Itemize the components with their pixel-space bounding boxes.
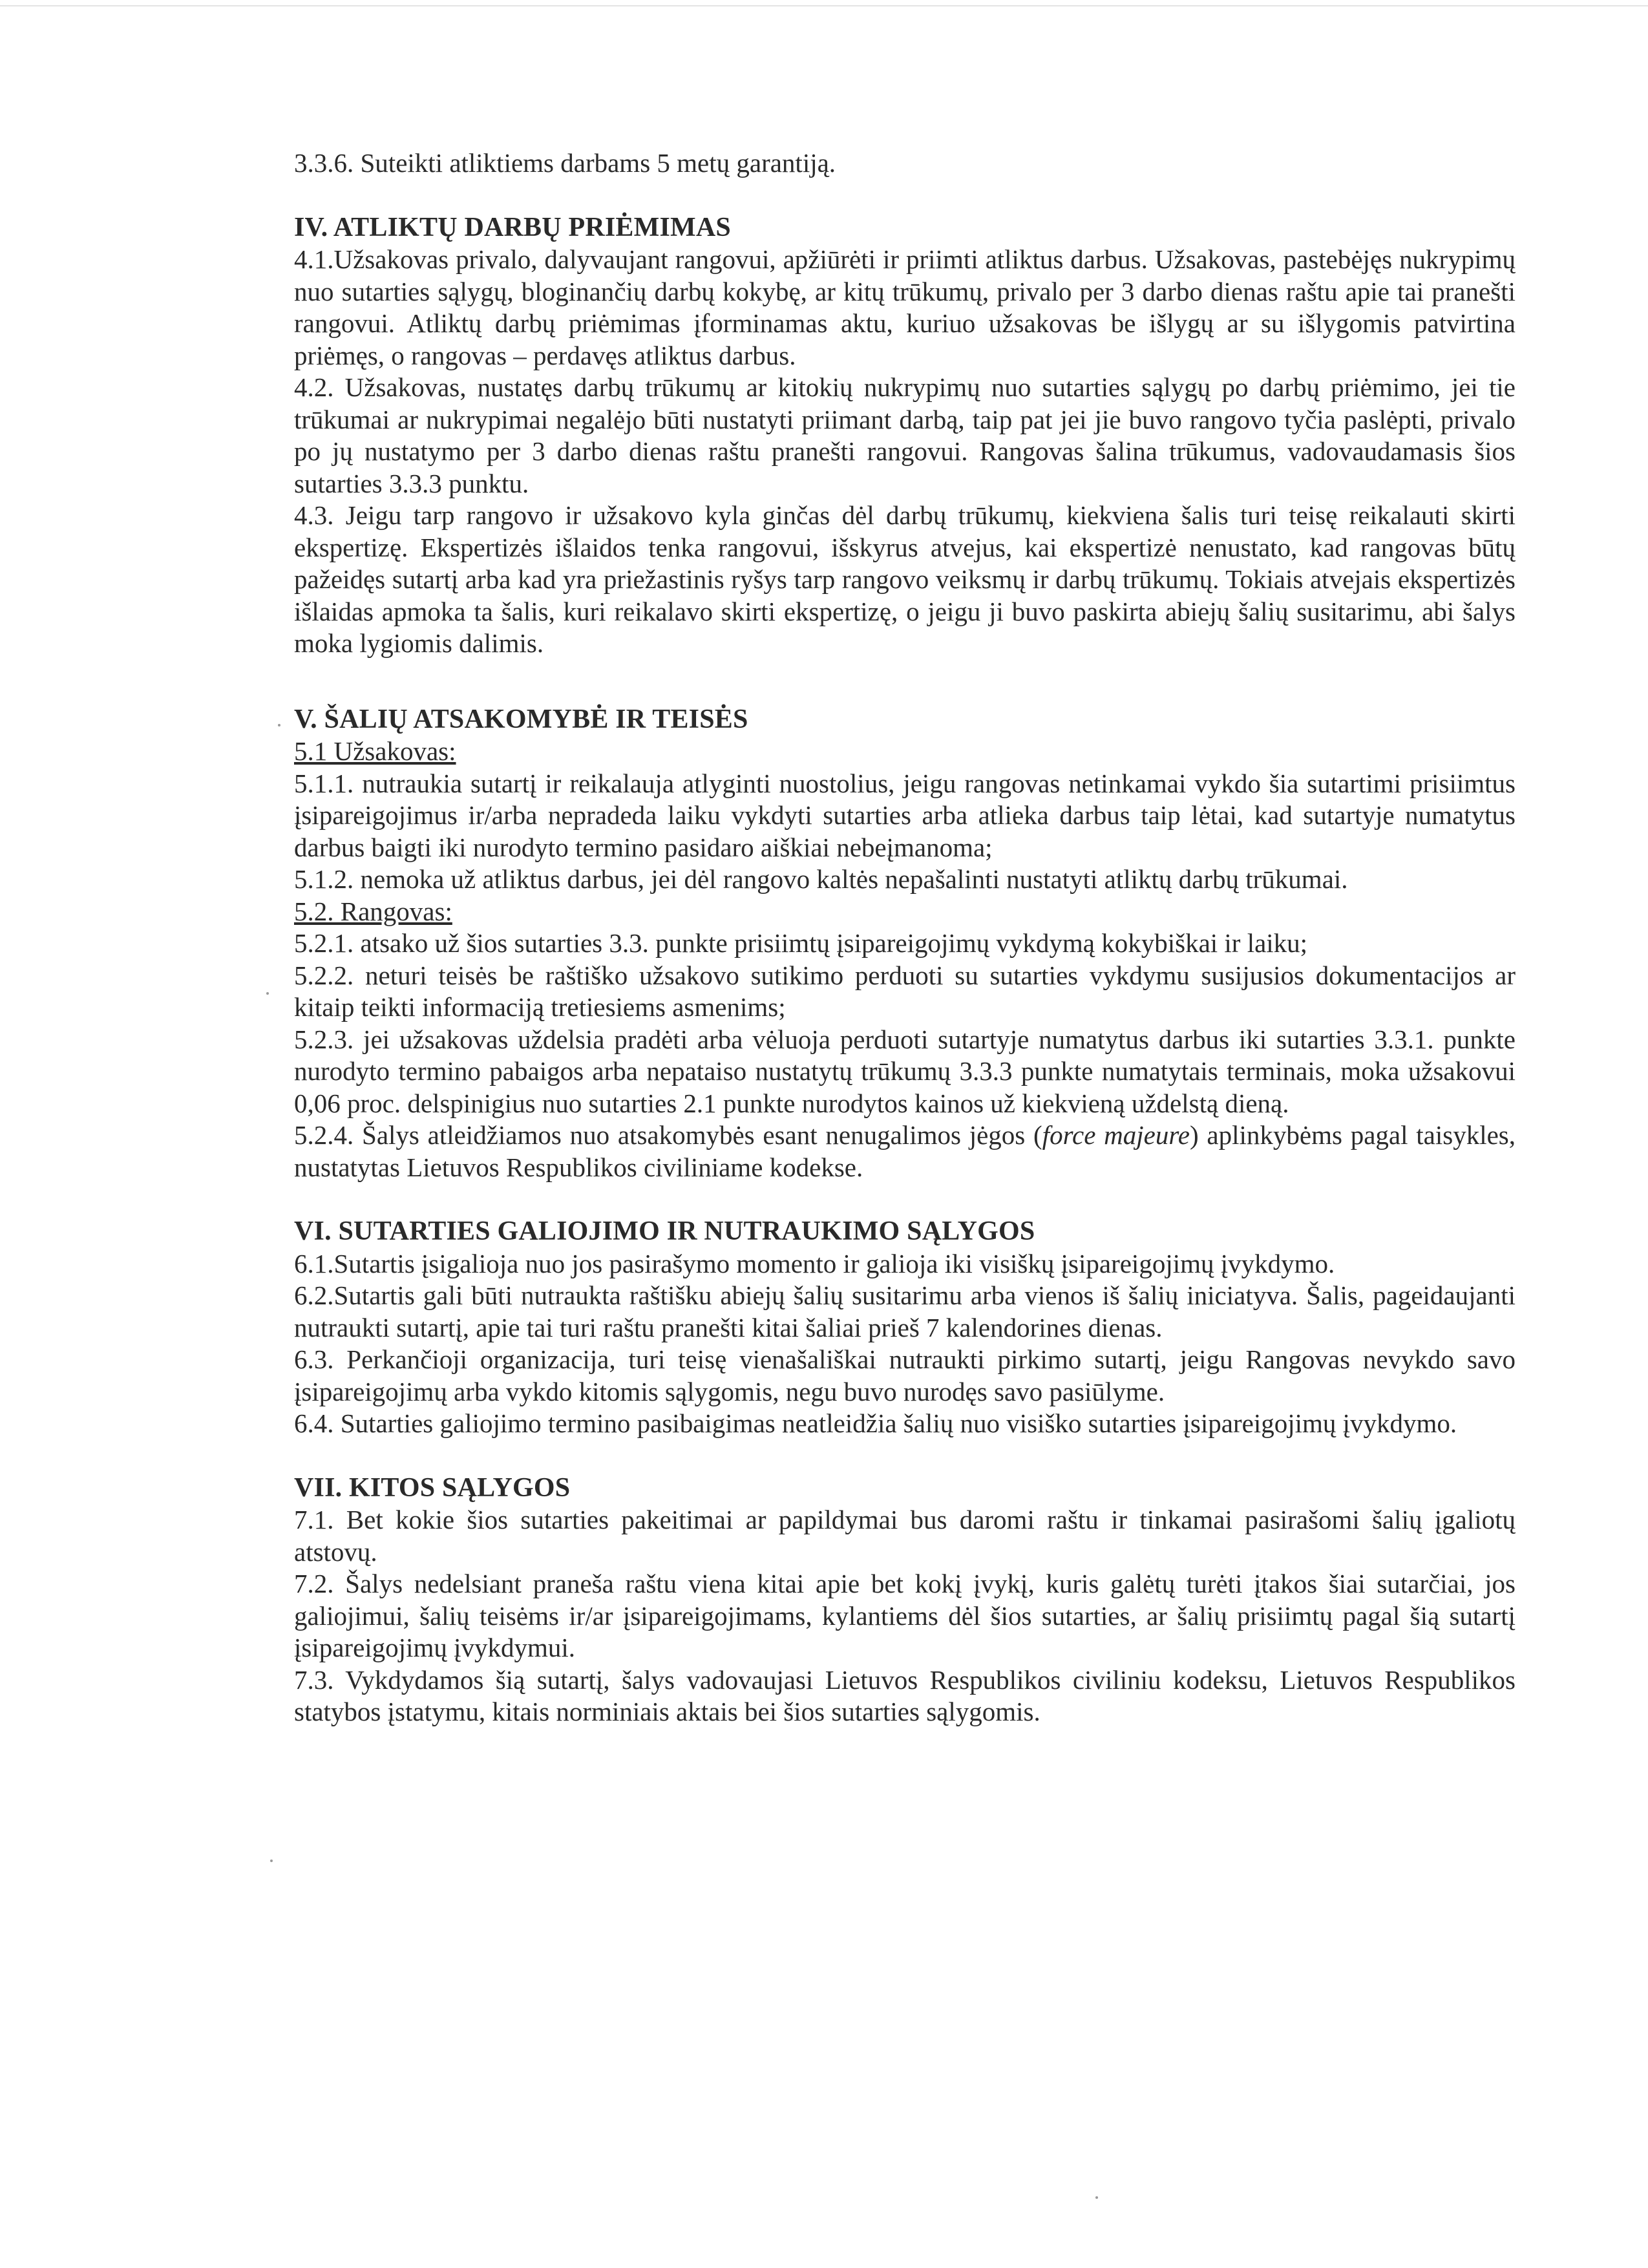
- clause-6-1: 6.1.Sutartis įsigalioja nuo jos pasirašymo momento ir galioja iki visiškų įsipareigojimų įvykdymo.: [294, 1248, 1335, 1278]
- clause-7-3: 7.3. Vykdydamos šią sutartį, šalys vadovaujasi Lietuvos Respublikos civiliniu kodeksu, Lietuvos Respublikos statybos įstatymu, kitais norminiais aktais bei šios sutarties sąlygomis.: [294, 1664, 1516, 1726]
- clause-6-4: 6.4. Sutarties galiojimo termino pasibaigimas neatleidžia šalių nuo visiško sutarties įsipareigojimų įvykdymo.: [294, 1408, 1457, 1438]
- clause-3-3-6: 3.3.6. Suteikti atliktiems darbams 5 metų garantiją.: [294, 148, 836, 178]
- clause-4-2: 4.2. Užsakovas, nustatęs darbų trūkumų ar kitokių nukrypimų nuo sutarties sąlygų po darbų priėmimo, jei tie trūkumai ar nukrypimai negalėjo būti nustatyti priimant darbą, taip pat jei jie buvo rangovo tyčia paslėpti, privalo po jų nustatymo per 3 darbo dienas raštu pranešti rangovui. Rangovas šalina trūkumus, vadovaudamasis šios sutarties 3.3.3 punktu.: [294, 372, 1516, 498]
- clause-5-2-4-text-b: ) aplinkybėms pagal taisykles, nustatytas Lietuvos Respublikos civiliniame kodekse.: [294, 1120, 1516, 1182]
- clause-5-1-1: 5.1.1. nutraukia sutartį ir reikalauja atlyginti nuostolius, jeigu rangovas netinkamai vykdo šia sutartimi prisiimtus įsipareigojimus ir/arba nepradeda laiku vykdyti sutarties arba atlieka darbus taip lėtai, kad sutartyje numatytus darbus baigti iki nurodyto termino pasidaro aiškiai nebeįmanoma;: [294, 768, 1516, 862]
- force-majeure-term: force majeure: [1042, 1120, 1190, 1150]
- clause-5-2-1: 5.2.1. atsako už šios sutarties 3.3. punkte prisiimtų įsipareigojimų vykdymą kokybiškai ir laiku;: [294, 928, 1308, 958]
- scan-speck: [266, 992, 269, 995]
- clause-5-2-4: [294, 1119, 1516, 1183]
- clause-4-1: 4.1.Užsakovas privalo, dalyvaujant rangovui, apžiūrėti ir priimti atliktus darbus. Užsakovas, pastebėjęs nukrypimų nuo sutarties sąlygų, bloginančių darbų kokybę, ar kitų trūkumų, privalo per 3 darbo dienas raštu apie tai pranešti rangovui. Atliktų darbų priėmimas įforminamas aktu, kuriuo užsakovas be išlygų ar su išlygomis patvirtina priėmęs, o rangovas – perdavęs atliktus darbus.: [294, 244, 1516, 370]
- scan-speck: [1095, 2196, 1098, 2199]
- section-5-heading: V. ŠALIŲ ATSAKOMYBĖ IR TEISĖS: [294, 704, 748, 734]
- scan-speck: [278, 724, 280, 726]
- clause-6-2: 6.2.Sutartis gali būti nutraukta raštišku abiejų šalių susitarimu arba vienos iš šalių iniciatyva. Šalis, pageidaujanti nutraukti sutartį, apie tai turi raštu pranešti kitai šaliai prieš 7 kalendorines dienas.: [294, 1280, 1516, 1342]
- contract-text: [294, 147, 1516, 1728]
- clause-6-3: 6.3. Perkančioji organizacija, turi teisę vienašališkai nutraukti pirkimo sutartį, jeigu Rangovas nevykdo savo įsipareigojimų arba vykdo kitomis sąlygomis, negu buvo nurodęs savo pasiūlyme.: [294, 1344, 1516, 1406]
- section-6-heading: VI. SUTARTIES GALIOJIMO IR NUTRAUKIMO SĄLYGOS: [294, 1216, 1035, 1246]
- subsection-5-2-title: 5.2. Rangovas:: [294, 896, 452, 926]
- section-4-heading: IV. ATLIKTŲ DARBŲ PRIĖMIMAS: [294, 212, 731, 242]
- clause-7-1: 7.1. Bet kokie šios sutarties pakeitimai ar papildymai bus daromi raštu ir tinkamai pasirašomi šalių įgaliotų atstovų.: [294, 1505, 1516, 1567]
- clause-5-2-3: 5.2.3. jei užsakovas uždelsia pradėti arba vėluoja perduoti sutartyje numatytus darbus iki sutarties 3.3.1. punkte nurodyto termino pabaigos arba nepataiso nustatytų trūkumų 3.3.3 punkte numatytais terminais, moka užsakovui 0,06 proc. delspinigius nuo sutarties 2.1 punkte nurodytos kainos už kiekvieną uždelstą dieną.: [294, 1024, 1516, 1118]
- scan-speck: [270, 1860, 273, 1862]
- clause-5-1-2: 5.1.2. nemoka už atliktus darbus, jei dėl rangovo kaltės nepašalinti nustatyti atliktų darbų trūkumai.: [294, 864, 1348, 894]
- section-7-heading: VII. KITOS SĄLYGOS: [294, 1472, 571, 1503]
- clause-7-2: 7.2. Šalys nedelsiant praneša raštu viena kitai apie bet kokį įvykį, kuris galėtų turėti įtakos šiai sutarčiai, jos galiojimui, šalių teisėms ir/ar įsipareigojimams, kylantiems dėl šios sutarties, ar šalių prisiimtų pagal šią sutartį įsipareigojimų įvykdymui.: [294, 1569, 1516, 1662]
- clause-5-2-4-text-a: 5.2.4. Šalys atleidžiamos nuo atsakomybės esant nenugalimos jėgos (: [294, 1120, 1042, 1150]
- clause-4-3: 4.3. Jeigu tarp rangovo ir užsakovo kyla ginčas dėl darbų trūkumų, kiekviena šalis turi teisę reikalauti skirti ekspertizę. Ekspertizės išlaidos tenka rangovui, išskyrus atvejus, kai ekspertizė nenustato, kad rangovas būtų pažeidęs sutartį arba kad yra priežastinis ryšys tarp rangovo veiksmų ir darbų trūkumų. Tokiais atvejais ekspertizės išlaidas apmoka ta šalis, kuri reikalavo skirti ekspertizę, o jeigu ji buvo paskirta abiejų šalių susitarimu, abi šalys moka lygiomis dalimis.: [294, 500, 1516, 658]
- scan-edge-line: [0, 5, 1648, 6]
- subsection-5-1-title: 5.1 Užsakovas:: [294, 736, 456, 766]
- clause-5-2-2: 5.2.2. neturi teisės be raštiško užsakovo sutikimo perduoti su sutarties vykdymu susijusios dokumentacijos ar kitaip teikti informaciją tretiesiems asmenims;: [294, 960, 1516, 1022]
